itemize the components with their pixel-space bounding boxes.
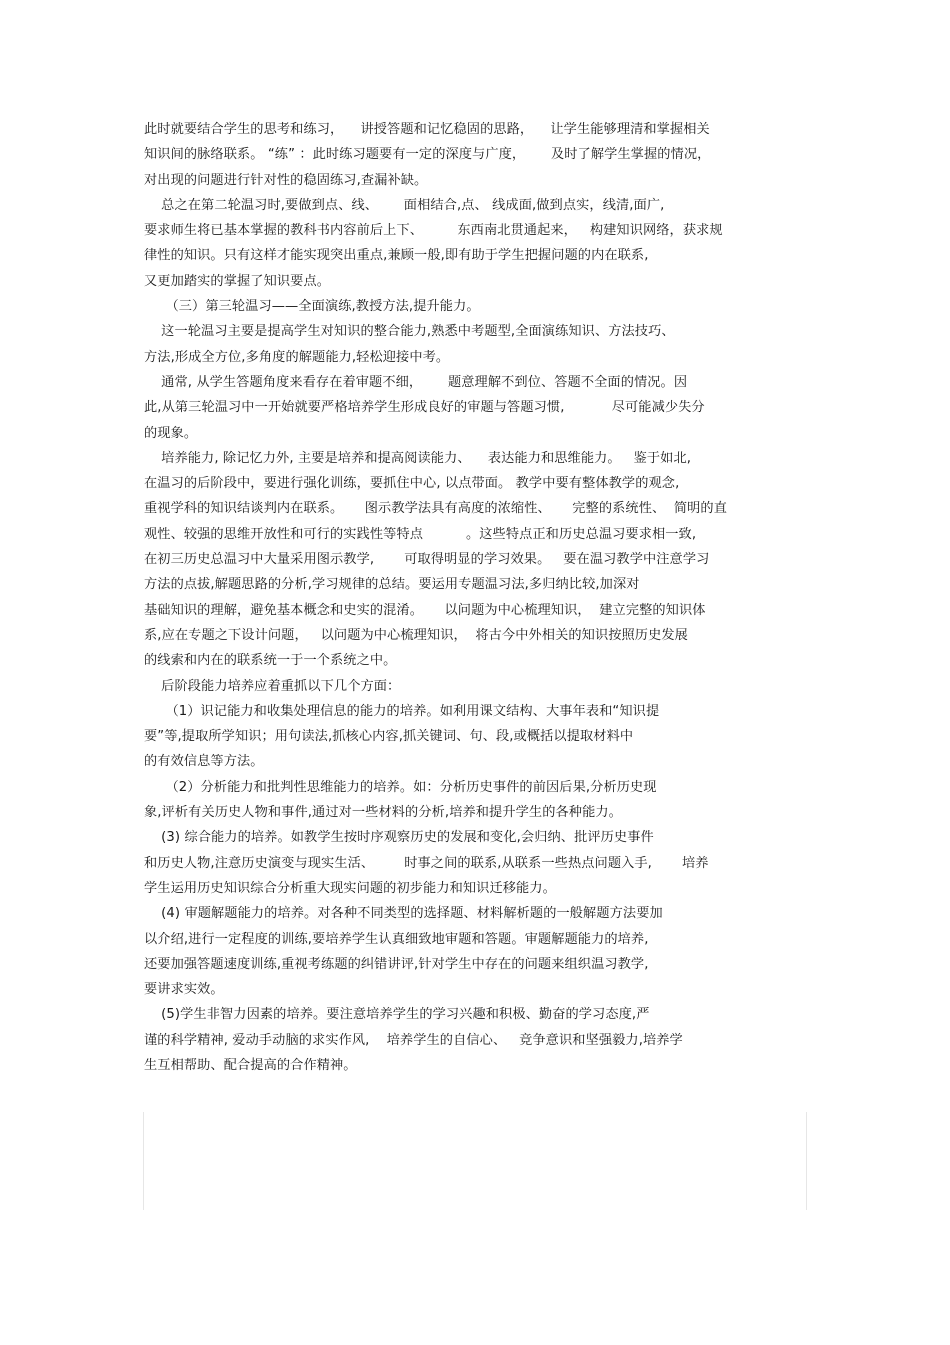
- text-line: 系,应在专题之下设计问题， 以问题为中心梳理知识， 将古今中外相关的知识按照历史发展: [144, 627, 688, 643]
- text-line: 要讲求实效。: [144, 982, 224, 998]
- text-line: 培养能力, 除记忆力外, 主要是培养和提高阅读能力、 表达能力和思维能力。 鉴于如北,: [144, 450, 692, 466]
- text-line: 此时就要结合学生的思考和练习， 讲授答题和记忆稳固的思路， 让学生能够理清和掌握相关: [144, 122, 710, 137]
- list-item-line: (5)学生非智力因素的培养。要注意培养学生的学习兴趣和积极、勤奋的学习态度,严: [144, 1007, 650, 1023]
- text-line: 的有效信息等方法。: [144, 754, 264, 770]
- text-line: 要”等,提取所学知识；用句读法,抓核心内容,抓关键词、句、段,或概括以提取材料中: [144, 729, 634, 745]
- text-line: 这一轮温习主要是提高学生对知识的整合能力,熟悉中考题型,全面演练知识、方法技巧、: [144, 324, 675, 340]
- text-line: 在初三历史总温习中大量采用图示教学, 可取得明显的学习效果。 要在温习教学中注意学习: [144, 552, 710, 568]
- text-line: 的线索和内在的联系统一于一个系统之中。: [144, 653, 397, 669]
- page-margin-rule-right: [806, 1112, 807, 1210]
- list-item-line: (3) 综合能力的培养。如教学生按时序观察历史的发展和变化,会归纳、批评历史事件: [144, 830, 654, 846]
- text-line: 象,评析有关历史人物和事件,通过对一些材料的分析,培养和提升学生的各种能力。: [144, 805, 622, 821]
- list-item-line: (4) 审题解题能力的培养。对各种不同类型的选择题、材料解析题的一般解题方法要加: [144, 906, 663, 922]
- text-line: 观性、较强的思维开放性和可行的实践性等特点 。这些特点正和历史总温习要求相一致,: [144, 526, 697, 542]
- text-line: 的现象。: [144, 425, 198, 441]
- text-line: 重视学科的知识结谈判内在联系。 图示教学法具有高度的浓缩性、 完整的系统性、 简明的直: [144, 501, 727, 517]
- document-body: [144, 117, 804, 1078]
- text-line: 还要加强答题速度训练,重视考练题的纠错讲评,针对学生中存在的问题来组织温习教学,: [144, 956, 649, 972]
- text-line: 谨的科学精神, 爱动手动脑的求实作风, 培养学生的自信心、 竞争意识和坚强毅力,培养学: [144, 1032, 683, 1048]
- list-item-line: （2）分析能力和批判性思维能力的培养。如：分析历史事件的前因后果,分析历史现: [144, 779, 657, 795]
- list-item-line: （1）识记能力和收集处理信息的能力的培养。如利用课文结构、大事年表和“知识提: [144, 703, 660, 719]
- text-line: 以介绍,进行一定程度的训练,要培养学生认真细致地审题和答题。审题解题能力的培养,: [144, 931, 649, 947]
- text-line: 对出现的问题进行针对性的稳固练习,查漏补缺。: [144, 172, 428, 188]
- text-line: 方法的点拔,解题思路的分析,学习规律的总结。要运用专题温习法,多归纳比较,加深对: [144, 577, 640, 593]
- page-margin-rule-left: [143, 1112, 144, 1210]
- text-line: 通常, 从学生答题角度来看存在着审题不细， 题意理解不到位、答题不全面的情况。因: [144, 374, 688, 390]
- text-line: 又更加踏实的掌握了知识要点。: [144, 273, 331, 289]
- section-heading: （三）第三轮温习——全面演练,教授方法,提升能力。: [144, 299, 480, 315]
- text-line: 和历史人物,注意历史演变与现实生活、 时事之间的联系,从联系一些热点问题入手, 培养: [144, 855, 709, 871]
- text-line: 知识间的脉络联系。 “练” ：此时练习题要有一定的深度与广度， 及时了解学生掌握的情况，: [144, 147, 711, 163]
- text-line: 学生运用历史知识综合分析重大现实问题的初步能力和知识迁移能力。: [144, 880, 556, 896]
- text-line: 方法,形成全方位,多角度的解题能力,轻松迎接中考。: [144, 349, 450, 365]
- text-line: 在温习的后阶段中，要进行强化训练，要抓住中心, 以点带面。 教学中要有整体教学的观念,: [144, 476, 680, 492]
- text-line: 要求师生将已基本掌握的教科书内容前后上下、 东西南北贯通起来， 构建知识网络，获求规: [144, 223, 723, 239]
- text-line: 基础知识的理解，避免基本概念和史实的混淆。 以问题为中心梳理知识， 建立完整的知识体: [144, 602, 706, 618]
- text-line: 生互相帮助、配合提高的合作精神。: [144, 1057, 357, 1073]
- text-line: 后阶段能力培养应着重抓以下几个方面：: [144, 678, 401, 694]
- text-line: 总之在第二轮温习时,要做到点、线、 面相结合,点、 线成面,做到点实，线清,面广,: [144, 197, 665, 213]
- text-line: 此,从第三轮温习中一开始就要严格培养学生形成良好的审题与答题习惯, 尽可能减少失分: [144, 400, 705, 416]
- text-line: 律性的知识。只有这样才能实现突出重点,兼顾一般,即有助于学生把握问题的内在联系,: [144, 248, 649, 264]
